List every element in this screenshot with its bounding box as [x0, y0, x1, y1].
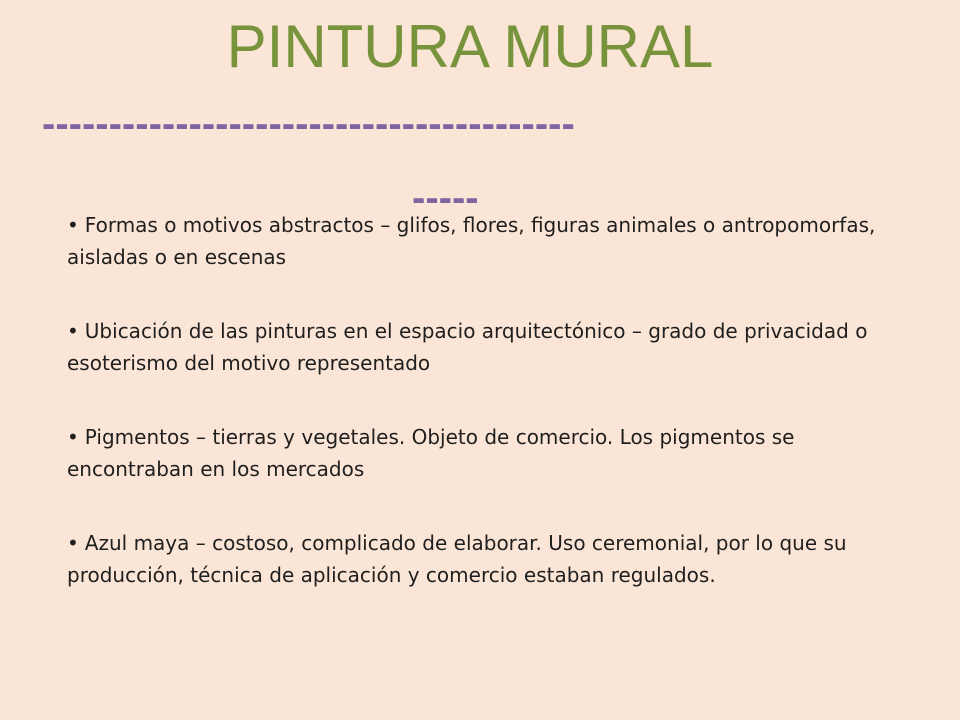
bullet-item-ubicacion [67, 315, 887, 379]
bullet-text: Ubicación de las pinturas en el espacio arquitectónico – grado de privacidad o esoterismo del motivo representado [67, 319, 868, 375]
bullet-icon: • [67, 425, 79, 449]
bullet-icon: • [67, 319, 79, 343]
bullet-text: Pigmentos – tierras y vegetales. Objeto de comercio. Los pigmentos se encontraban en los mercados [67, 425, 795, 481]
bullet-icon: • [67, 531, 79, 555]
bullet-text: Formas o motivos abstractos – glifos, flores, figuras animales o antropomorfas, aisladas o en escenas [67, 213, 876, 269]
slide-title: PINTURA MURAL [226, 13, 714, 80]
divider-line-bottom: ----- [412, 176, 479, 220]
bullet-text: Azul maya – costoso, complicado de elaborar. Uso ceremonial, por lo que su producción, técnica de aplicación y comercio estaban regulados. [67, 531, 847, 587]
bullet-list [67, 209, 887, 591]
bullet-item-pigmentos [67, 421, 887, 485]
bullet-icon: • [67, 213, 79, 237]
bullet-item-azul-maya [67, 527, 887, 591]
bullet-item-motivos [67, 209, 887, 273]
divider-line-top: ---------------------------------------- [42, 102, 575, 146]
